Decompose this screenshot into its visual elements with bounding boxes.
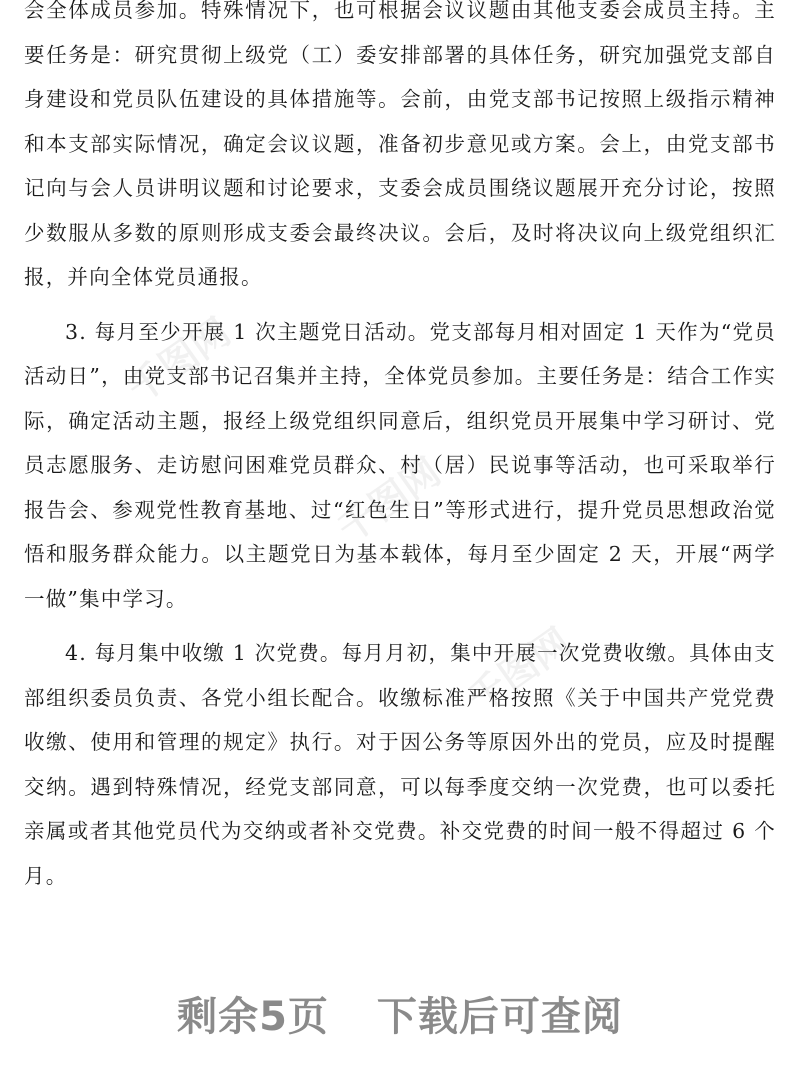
download-banner[interactable]	[0, 985, 800, 1042]
watermark-text: 千图网	[459, 619, 579, 722]
paragraph-theme-party-day: 3. 每月至少开展 1 次主题党日活动。党支部每月相对固定 1 天作为“党员活动日”，由党支部书记召集并主持，全体党员参加。主要任务是：结合工作实际，确定活动主题，报经上级党组织同意后，组织党员开展集中学习研讨、党员志愿服务、走访慰问困难党员群众、村（居）民说事等活动，也可采取举行报告会、参观党性教育基地、过“红色生日”等形式进行，提升党员思想政治觉悟和服务群众能力。以主题党日为基本载体，每月至少固定 2 天，开展“两学一做”集中学习。	[24, 319, 776, 611]
paragraph-party-dues: 4. 每月集中收缴 1 次党费。每月月初，集中开展一次党费收缴。具体由支部组织委员负责、各党小组长配合。收缴标准严格按照《关于中国共产党党费收缴、使用和管理的规定》执行。对于因公务等原因外出的党员，应及时提醒交纳。遇到特殊情况，经党支部同意，可以每季度交纳一次党费，也可以委托亲属或者其他党员代为交纳或者补交党费。补交党费的时间一般不得超过 6 个月。	[24, 641, 776, 888]
watermark-text: 千图网	[329, 449, 449, 552]
download-to-view-label: 下载后可查阅	[376, 994, 623, 1040]
watermark-text: 千图网	[119, 309, 239, 412]
document-body	[24, 0, 776, 908]
paragraph-meeting-continuation: 会全体成员参加。特殊情况下，也可根据会议议题由其他支委会成员主持。主要任务是：研究贯彻上级党（工）委安排部署的具体任务，研究加强党支部自身建设和党员队伍建设的具体措施等。会前，由党支部书记按照上级指示精神和本支部实际情况，确定会议议题，准备初步意见或方案。会上，由党支部书记向与会人员讲明议题和讨论要求，支委会成员围绕议题展开充分讨论，按照少数服从多数的原则形成支委会最终决议。会后，及时将决议向上级党组织汇报，并向全体党员通报。	[24, 0, 776, 289]
remaining-pages-label: 剩余5页	[177, 994, 329, 1040]
